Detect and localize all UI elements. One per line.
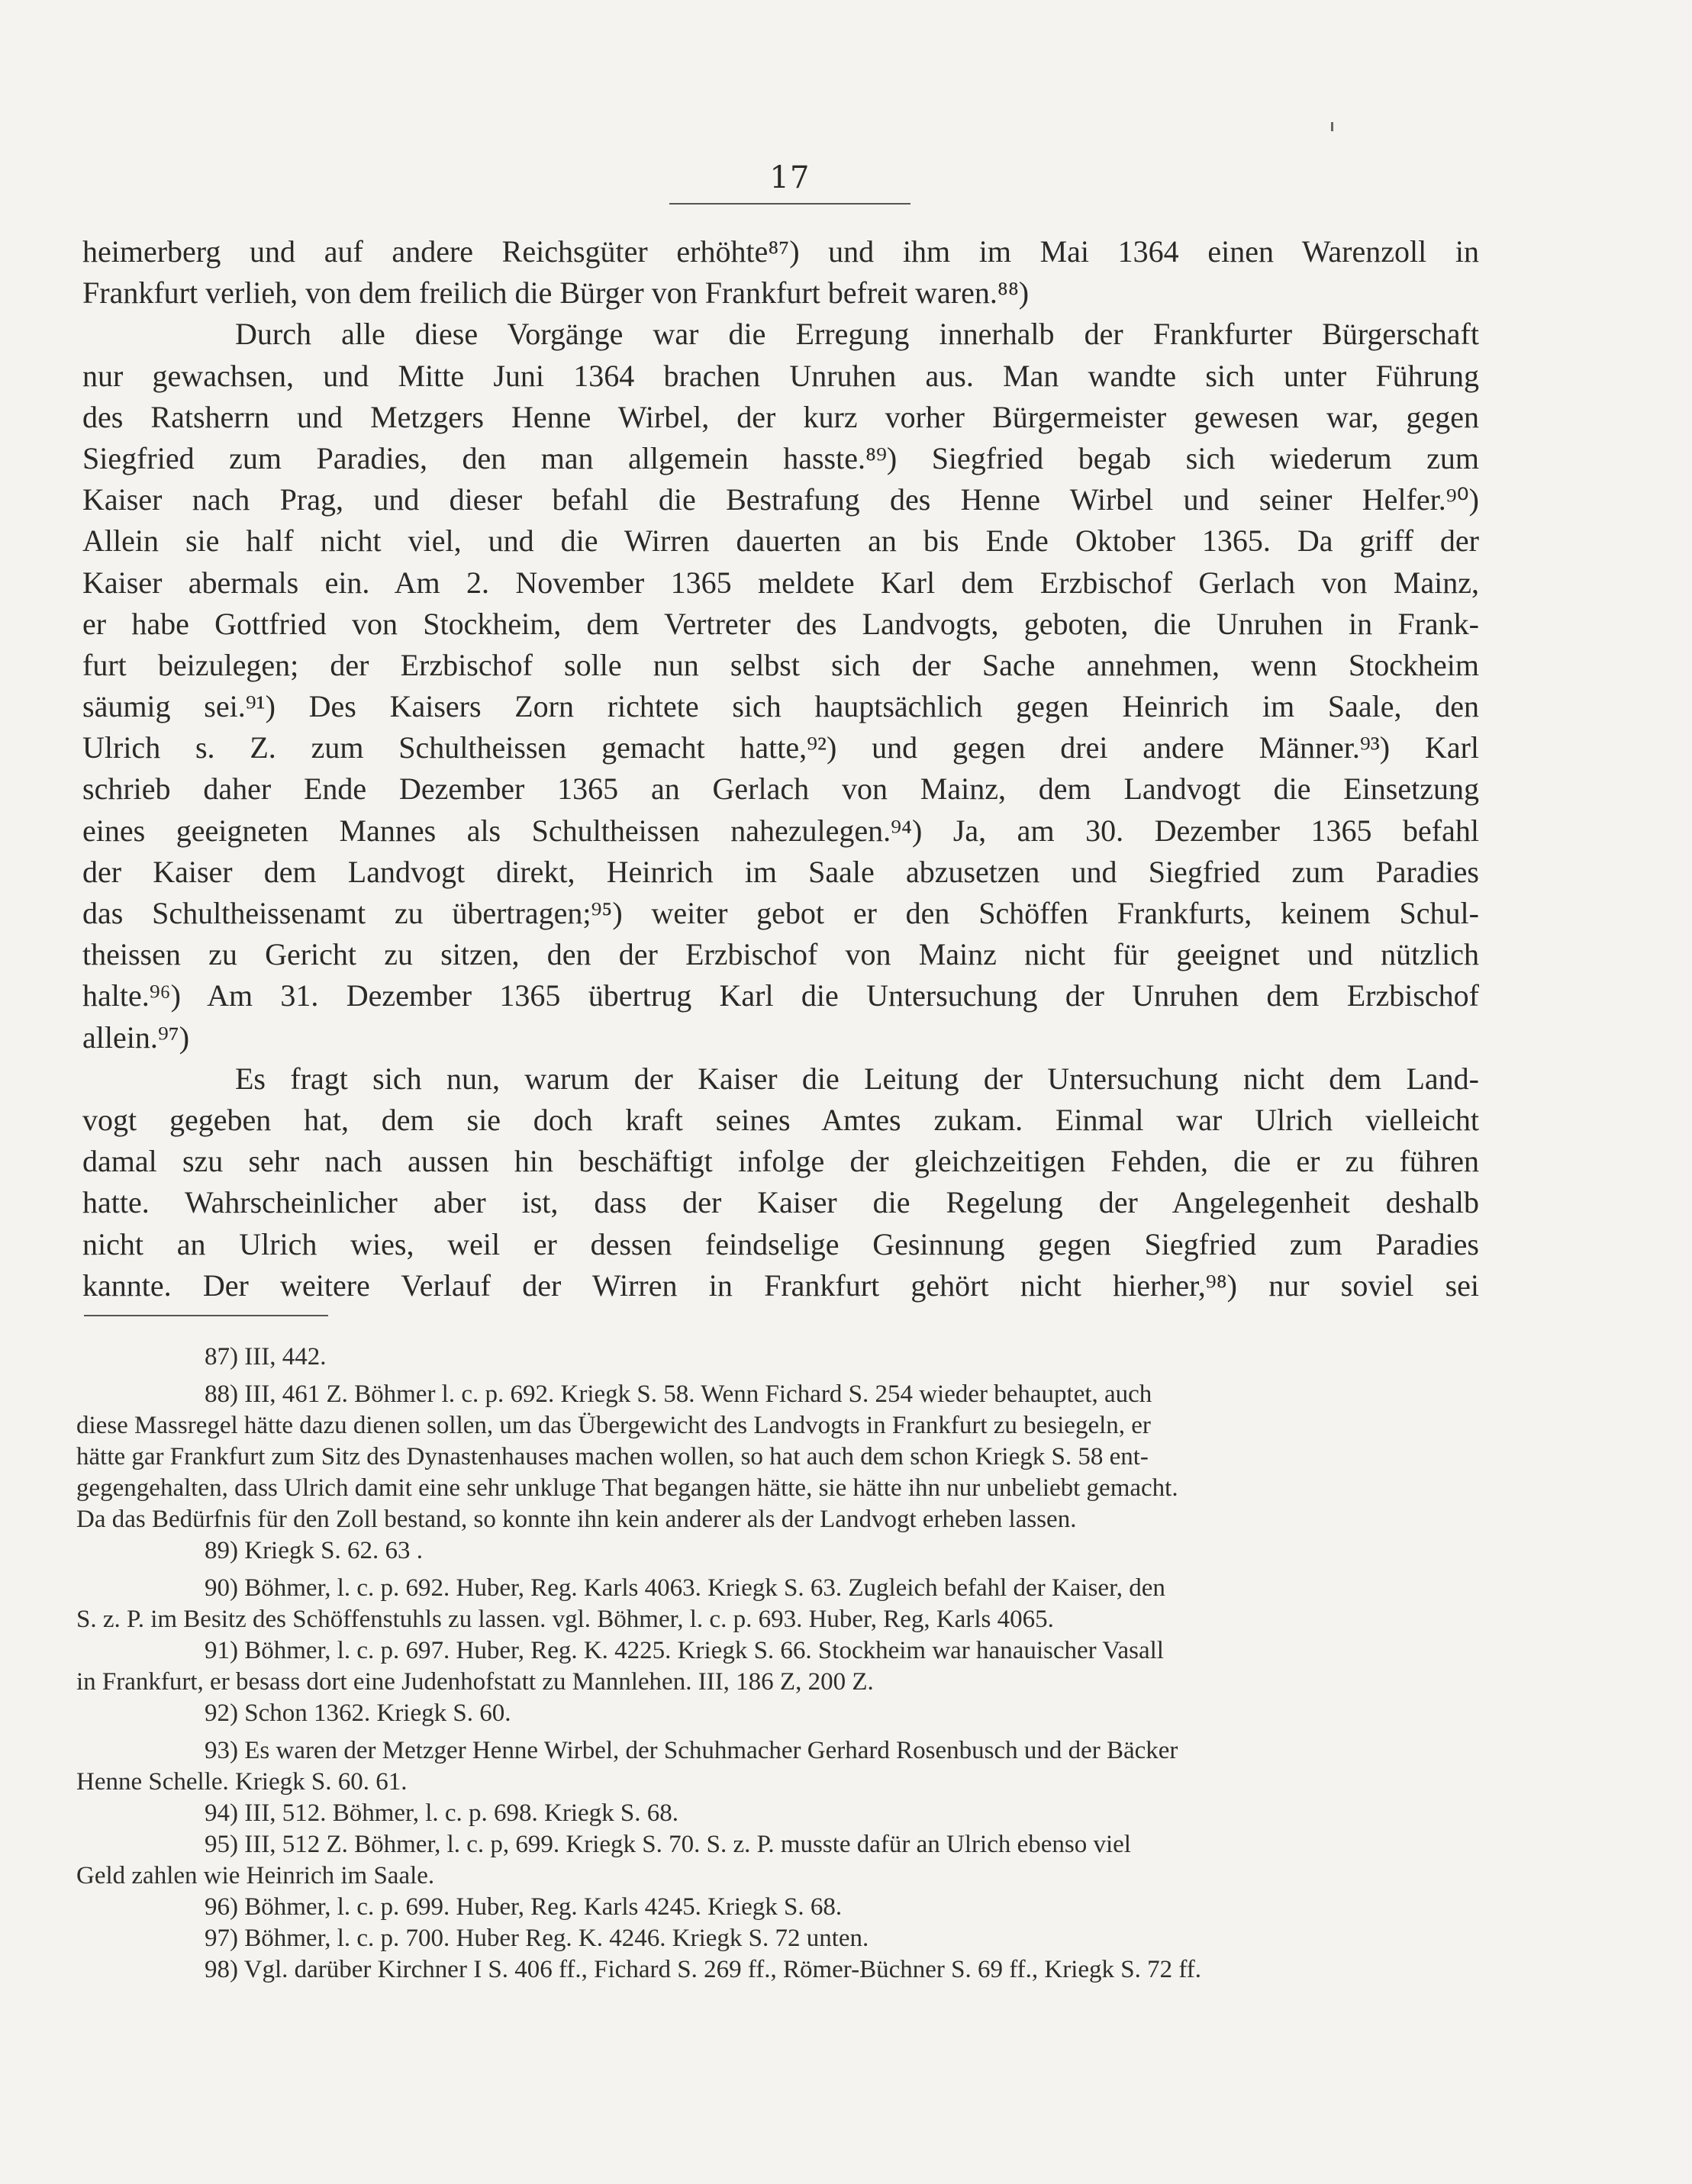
footnote-88-cont: diese Massregel hätte dazu dienen sollen, um das Übergewicht des Landvogts in Frankfurt zu besiegeln, er [76,1412,1151,1439]
stray-ink-mark [1331,122,1333,131]
text-line: furt beizulegen; der Erzbischof solle nun selbst sich der Sache annehmen, wenn Stockheim [82,647,1479,682]
footnote-88-cont: gegengehalten, dass Ulrich damit eine sehr unkluge That begangen hätte, sie hätte ihn nur unbeliebt gemacht. [76,1474,1178,1502]
footnote-93: 93) Es waren der Metzger Henne Wirbel, der Schuhmacher Gerhard Rosenbusch und der Bäcker [205,1737,1178,1764]
text-line: theissen zu Gericht zu sitzen, den der Erzbischof von Mainz nicht für geeignet und nützlich [82,937,1479,972]
footnote-95-cont: Geld zahlen wie Heinrich im Saale. [76,1862,435,1889]
footnote-97: 97) Böhmer, l. c. p. 700. Huber Reg. K. 4246. Kriegk S. 72 unten. [205,1925,869,1952]
footnote-90-cont: S. z. P. im Besitz des Schöffenstuhls zu lassen. vgl. Böhmer, l. c. p. 693. Huber, Reg, Karls 4065. [76,1606,1054,1633]
footnotes [76,1342,1464,1986]
text-line: er habe Gottfried von Stockheim, dem Vertreter des Landvogts, geboten, die Unruhen in Frank- [82,606,1479,641]
text-line: nicht an Ulrich wies, weil er dessen feindselige Gesinnung gegen Siegfried zum Paradies [82,1226,1479,1261]
text-line: säumig sei.⁹¹) Des Kaisers Zorn richtete sich hauptsächlich gegen Heinrich im Saale, den [82,689,1479,724]
text-line: vogt gegeben hat, dem sie doch kraft seines Amtes zukam. Einmal war Ulrich vielleicht [82,1102,1479,1137]
text-line: hatte. Wahrscheinlicher aber ist, dass der Kaiser die Regelung der Angelegenheit deshalb [82,1185,1479,1220]
text-line: schrieb daher Ende Dezember 1365 an Gerlach von Mainz, dem Landvogt die Einsetzung [82,771,1479,807]
footnote-91: 91) Böhmer, l. c. p. 697. Huber, Reg. K. 4225. Kriegk S. 66. Stockheim war hanauischer Vasall [205,1637,1164,1664]
footnote-92: 92) Schon 1362. Kriegk S. 60. [205,1699,511,1727]
text-line: das Schultheissenamt zu übertragen;⁹⁵) weiter gebot er den Schöffen Frankfurts, keinem Schul- [82,896,1479,930]
text-line: Ulrich s. Z. zum Schultheissen gemacht hatte,⁹²) und gegen drei andere Männer.⁹³) Karl [82,730,1479,765]
paragraph-start-line: Durch alle diese Vorgänge war die Erregung innerhalb der Frankfurter Bürgerschaft [235,317,1479,352]
text-line: Kaiser nach Prag, und dieser befahl die Bestrafung des Henne Wirbel und seiner Helfer.⁹⁰) [82,482,1479,517]
footnote-96: 96) Böhmer, l. c. p. 699. Huber, Reg. Karls 4245. Kriegk S. 68. [205,1893,843,1921]
footnote-88-cont: hätte gar Frankfurt zum Sitz des Dynastenhauses machen wollen, so hat auch dem schon Kriegk S. 58 ent- [76,1443,1149,1470]
footnote-91-cont: in Frankfurt, er besass dort eine Judenhofstatt zu Mannlehen. III, 186 Z, 200 Z. [76,1668,874,1696]
text-line: damal szu sehr nach aussen hin beschäftigt infolge der gleichzeitigen Fehden, die er zu führen [82,1144,1479,1179]
text-line: kannte. Der weitere Verlauf der Wirren in Frankfurt gehört nicht hierher,⁹⁸) nur soviel sei [82,1268,1479,1303]
footnote-88: 88) III, 461 Z. Böhmer l. c. p. 692. Kriegk S. 58. Wenn Fichard S. 254 wieder behauptet, auch [205,1380,1152,1408]
header-rule [669,203,910,205]
text-line: Kaiser abermals ein. Am 2. November 1365 meldete Karl dem Erzbischof Gerlach von Mainz, [82,565,1479,600]
text-line: heimerberg und auf andere Reichsgüter erhöhte⁸⁷) und ihm im Mai 1364 einen Warenzoll in [82,234,1479,269]
text-line: des Ratsherrn und Metzgers Henne Wirbel, der kurz vorher Bürgermeister gewesen war, gegen [82,399,1479,434]
footnote-98: 98) Vgl. darüber Kirchner I S. 406 ff., Fichard S. 269 ff., Römer-Büchner S. 69 ff., Kriegk S. 72 ff. [205,1956,1201,1983]
text-line: eines geeigneten Mannes als Schultheissen nahezulegen.⁹⁴) Ja, am 30. Dezember 1365 befahl [82,813,1479,848]
footnote-87: 87) III, 442. [205,1343,327,1371]
text-line: allein.⁹⁷) [82,1020,190,1055]
text-line: Allein sie half nicht viel, und die Wirren dauerten an bis Ende Oktober 1365. Da griff der [82,523,1479,559]
text-line: Frankfurt verlieh, von dem freilich die Bürger von Frankfurt befreit waren.⁸⁸) [82,275,1030,311]
main-text [82,231,1479,1306]
footnote-93-cont: Henne Schelle. Kriegk S. 60. 61. [76,1768,408,1796]
text-line: nur gewachsen, und Mitte Juni 1364 brachen Unruhen aus. Man wandte sich unter Führung [82,358,1479,393]
footnote-separator [84,1315,328,1316]
footnote-94: 94) III, 512. Böhmer, l. c. p. 698. Kriegk S. 68. [205,1799,679,1827]
paragraph-start-line: Es fragt sich nun, warum der Kaiser die Leitung der Untersuchung nicht dem Land- [235,1061,1479,1096]
text-line: Siegfried zum Paradies, den man allgemein hasste.⁸⁹) Siegfried begab sich wiederum zum [82,440,1479,475]
footnote-88-cont: Da das Bedürfnis für den Zoll bestand, so konnte ihn kein anderer als der Landvogt erheben lassen. [76,1506,1077,1533]
page-number: 17 [769,160,811,195]
footnote-95: 95) III, 512 Z. Böhmer, l. c. p, 699. Kriegk S. 70. S. z. P. musste dafür an Ulrich ebenso viel [205,1831,1131,1858]
text-line: halte.⁹⁶) Am 31. Dezember 1365 übertrug Karl die Untersuchung der Unruhen dem Erzbischof [82,978,1479,1013]
footnote-90: 90) Böhmer, l. c. p. 692. Huber, Reg. Karls 4063. Kriegk S. 63. Zugleich befahl der Kaiser, den [205,1574,1165,1602]
text-line: der Kaiser dem Landvogt direkt, Heinrich im Saale abzusetzen und Siegfried zum Paradies [82,854,1479,889]
footnote-89: 89) Kriegk S. 62. 63 . [205,1537,423,1564]
